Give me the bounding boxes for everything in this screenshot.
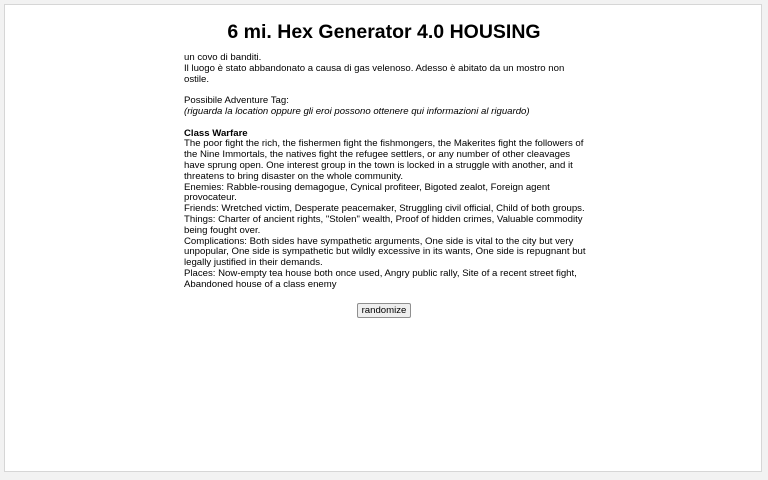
description-line-1: un covo di banditi. xyxy=(184,52,262,63)
description-line-2: Il luogo è stato abbandonato a causa di gas velenoso. Adesso è abitato da un mostro non ostile. xyxy=(184,62,565,85)
controls-row xyxy=(5,300,763,318)
page-title: 6 mi. Hex Generator 4.0 HOUSING xyxy=(227,21,541,43)
randomize-button[interactable]: randomize xyxy=(357,303,412,318)
page-frame xyxy=(4,4,762,472)
tag-enemies: Enemies: Rabble-rousing demagogue, Cynical profiteer, Bigoted zealot, Foreign agent provocateur. xyxy=(184,181,550,204)
tag-friends: Friends: Wretched victim, Desperate peacemaker, Struggling civil official, Child of both groups. xyxy=(184,203,585,215)
spacer xyxy=(184,118,588,129)
tag-things: Things: Charter of ancient rights, "Stolen" wealth, Proof of hidden crimes, Valuable commodity being fought over. xyxy=(184,213,583,236)
adventure-tag-label: Possibile Adventure Tag: xyxy=(184,95,289,107)
tag-name: Class Warfare xyxy=(184,127,248,139)
generator-output xyxy=(184,53,588,291)
tag-summary: The poor fight the rich, the fishermen fight the fishmongers, the Makerites fight the followers of the Nine Immortals, the natives fight the refugee settlers, or any number of other cleavages have sprung open. One interest group in the town is locked in a struggle with another, and it threatens to bring disaster on the whole community. xyxy=(184,138,584,182)
adventure-tag-note: (riguarda la location oppure gli eroi possono ottenere qui informazioni al riguardo) xyxy=(184,105,530,117)
tag-complications: Complications: Both sides have sympathetic arguments, One side is vital to the city but very unpopular, One side is sympathetic but wildly excessive in its wants, One side is repugnant but legally justified in their demands. xyxy=(184,235,586,269)
tag-places: Places: Now-empty tea house both once used, Angry public rally, Site of a recent street fight, Abandoned house of a class enemy xyxy=(184,267,577,290)
